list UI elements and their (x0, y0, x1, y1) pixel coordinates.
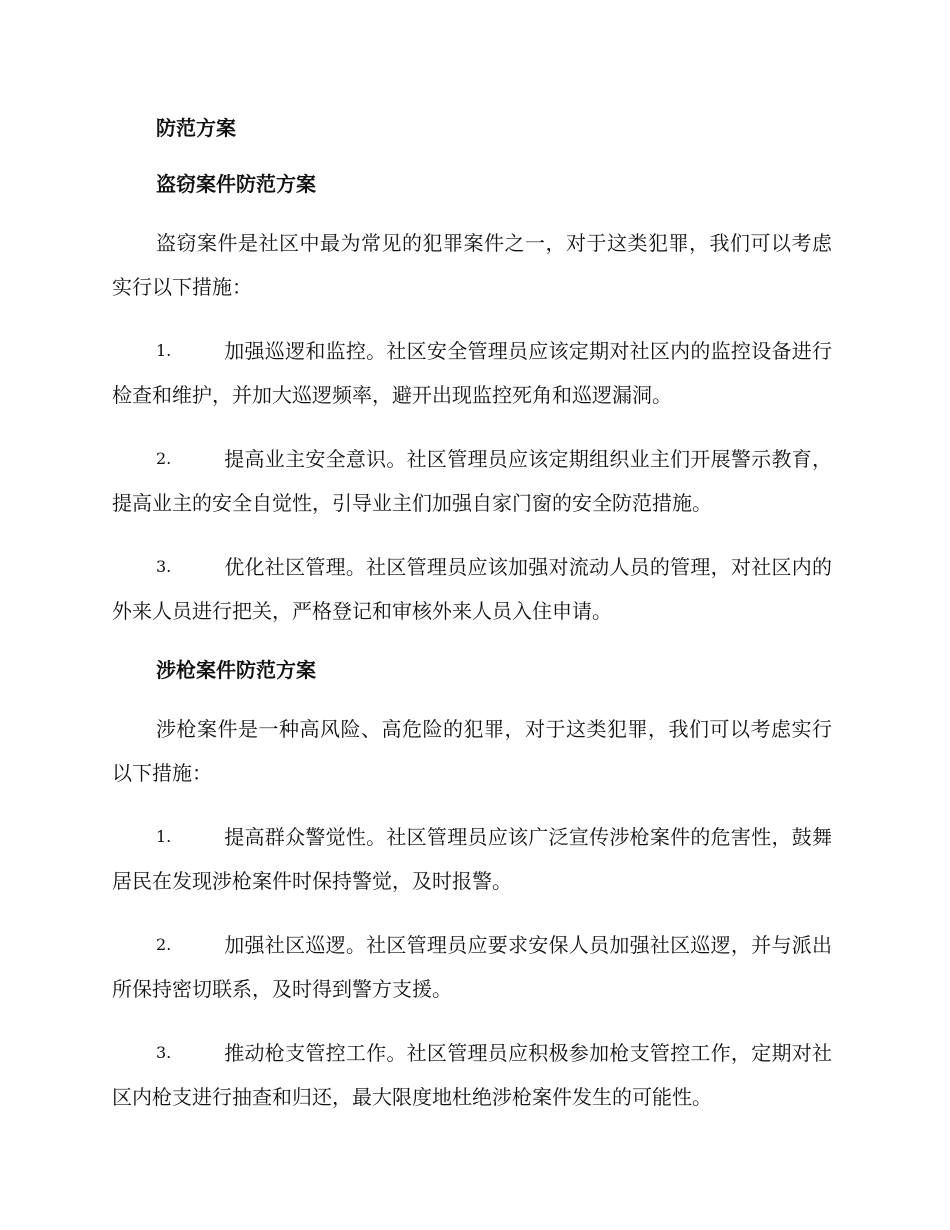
list-item-text: 提高业主安全意识。社区管理员应该定期组织业主们开展警示教育，提高业主的安全自觉性，引导业主们加强自家门窗的安全防范措施。 (112, 447, 832, 515)
list-item-number: 2. (156, 935, 172, 954)
list-item-number: 2. (156, 449, 172, 468)
list-item (112, 923, 832, 1011)
section-theft (112, 167, 832, 633)
list-item (112, 329, 832, 417)
list-item-number: 1. (156, 341, 172, 360)
list-item (112, 545, 832, 633)
document-title: 防范方案 (156, 116, 236, 140)
list-item-text: 加强巡逻和监控。社区安全管理员应该定期对社区内的监控设备进行检查和维护，并加大巡逻频率，避开出现监控死角和巡逻漏洞。 (112, 339, 832, 407)
section-intro: 盗窃案件是社区中最为常见的犯罪案件之一，对于这类犯罪，我们可以考虑实行以下措施： (112, 231, 832, 299)
list-item (112, 1031, 832, 1119)
list-item-text: 提高群众警觉性。社区管理员应该广泛宣传涉枪案件的危害性，鼓舞居民在发现涉枪案件时保持警觉，及时报警。 (112, 825, 832, 893)
list-item-number: 3. (156, 1043, 172, 1062)
list-item (112, 437, 832, 525)
list-item-text: 优化社区管理。社区管理员应该加强对流动人员的管理，对社区内的外来人员进行把关，严格登记和审核外来人员入住申请。 (112, 555, 832, 623)
list-item-number: 1. (156, 827, 172, 846)
list-item-text: 推动枪支管控工作。社区管理员应积极参加枪支管控工作，定期对社区内枪支进行抽查和归还，最大限度地杜绝涉枪案件发生的可能性。 (112, 1041, 832, 1109)
list-item-number: 3. (156, 557, 172, 576)
section-heading: 涉枪案件防范方案 (156, 658, 316, 682)
section-firearms (112, 653, 832, 1119)
section-heading: 盗窃案件防范方案 (156, 172, 316, 196)
section-intro: 涉枪案件是一种高风险、高危险的犯罪，对于这类犯罪，我们可以考虑实行以下措施： (112, 717, 832, 785)
list-item-text: 加强社区巡逻。社区管理员应要求安保人员加强社区巡逻，并与派出所保持密切联系，及时得到警方支援。 (112, 933, 832, 1001)
list-item (112, 815, 832, 903)
